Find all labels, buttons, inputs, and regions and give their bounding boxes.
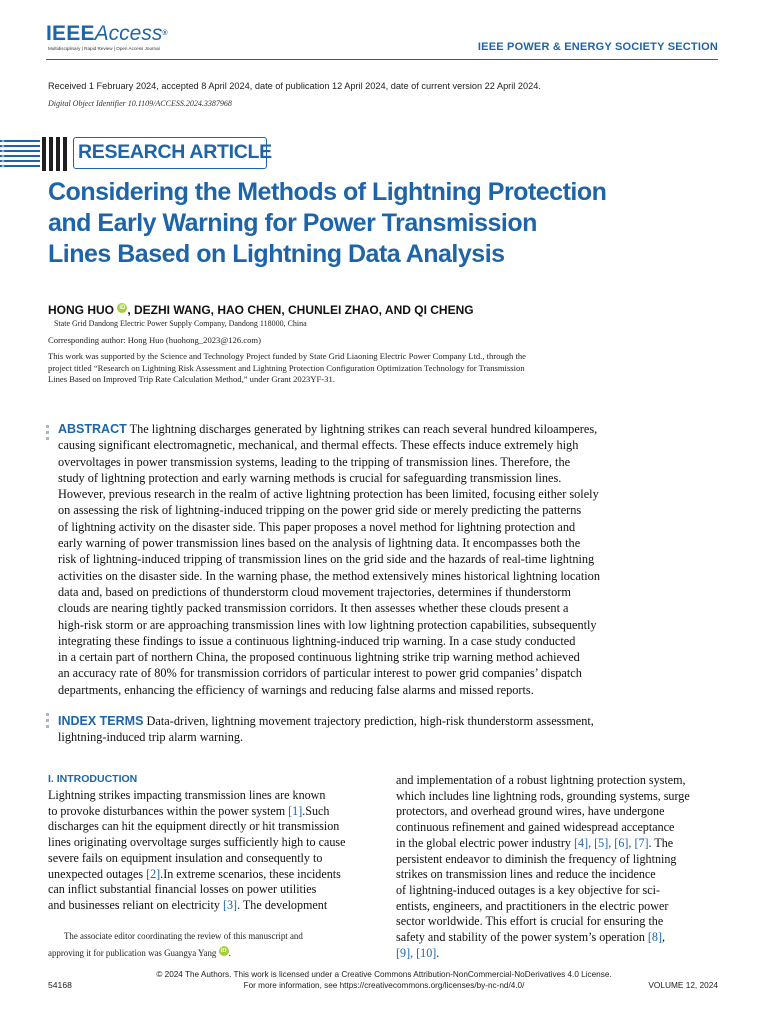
abstract	[58, 421, 728, 698]
index-terms-label: INDEX TERMS	[58, 714, 144, 728]
abstract-line: early warning of power transmission lines based on the analysis of lightning data. It encompasses both the	[58, 536, 581, 551]
affiliation: State Grid Dandong Electric Power Supply Company, Dandong 118000, China	[54, 319, 307, 328]
body-line: in the global electric power industry [4], [5], [6], [7]. The	[396, 835, 674, 850]
license-link[interactable]: For more information, see https://creativecommons.org/licenses/by-nc-nd/4.0/	[243, 980, 525, 990]
body-line: protectors, and overhead ground wires, have undergone	[396, 804, 665, 819]
body-line: and businesses reliant on electricity [3]. The development	[48, 897, 328, 912]
body-line: can inflict substantial financial losses on power utilities	[48, 882, 317, 897]
citation-link[interactable]: [1]	[288, 803, 303, 818]
citation-link[interactable]: [4], [5], [6], [7]	[574, 835, 649, 850]
section-title: IEEE POWER & ENERGY SOCIETY SECTION	[477, 41, 718, 53]
license-line: © 2024 The Authors. This work is licensed under a Creative Commons Attribution-NonCommercial-NoDerivatives 4.0 License.	[156, 970, 612, 979]
body-line: discharges can hit the equipment directly or hit transmission	[48, 819, 340, 834]
body-line: safety and stability of the power system’s operation [8],	[396, 930, 666, 945]
left-column	[48, 788, 370, 914]
logo-tagline: Multidisciplinary | Rapid Review | Open Access Journal	[48, 46, 160, 51]
header-divider	[46, 59, 718, 60]
citation-link[interactable]: [3]	[222, 897, 238, 912]
orcid-icon[interactable]: iD	[119, 305, 126, 311]
funding-line: project titled “Research on Lightning Risk Assessment and Lightning Protection Configuration Optimization Technology for Transmission	[48, 362, 525, 373]
footnote-line: approving it for publication was Guangya Yang iD .	[48, 947, 231, 958]
abstract-line: study of lightning protection and early warning methods is crucial for safeguarding transmission lines.	[58, 470, 562, 485]
abstract-line: risk of lightning-induced tripping of transmission lines on the grid side and the hazards of real-time lightning	[58, 552, 595, 567]
index-terms	[58, 713, 728, 746]
orcid-icon[interactable]: iD	[220, 947, 227, 954]
body-line: Lightning strikes impacting transmission lines are known	[48, 788, 326, 802]
other-authors: , DEZHI WANG, HAO CHEN, CHUNLEI ZHAO, AND QI CHENG	[127, 303, 474, 317]
received-dates: Received 1 February 2024, accepted 8 April 2024, date of publication 12 April 2024, date of current version 22 April 2024.	[48, 81, 541, 91]
citation-link[interactable]: [9], [10]	[396, 945, 437, 960]
editor-footnote	[48, 928, 370, 961]
abstract-line: of lightning activity on the disaster side. This paper proposes a novel method for lightning protection and	[58, 519, 576, 534]
title-line: and Early Warning for Power Transmission	[48, 209, 537, 237]
funding-line: Lines Based on Improved Trip Rate Calculation Method,” under Grant 2023YF-31.	[48, 374, 335, 385]
abstract-line: high-risk storm or are approaching transmission lines with low lightning protection capabilities, subsequently	[58, 617, 597, 632]
funding-line: This work was supported by the Science and Technology Project funded by State Grid Liaoning Electric Power Company Ltd., through the	[48, 351, 526, 361]
funding-note	[48, 351, 720, 386]
abstract-line: integrating these findings to issue a continuous lightning-induced trip warning. In a case study conducted	[58, 633, 576, 648]
doi: Digital Object Identifier 10.1109/ACCESS.2024.3387968	[48, 99, 232, 108]
abstract-line: overvoltages in power transmission systems, leading to the tripping of transmission lines. Therefore, the	[58, 454, 571, 469]
volume-label: VOLUME 12, 2024	[648, 980, 718, 990]
banner-bar	[49, 137, 53, 171]
abstract-line: causing significant electromagnetic, mechanical, and thermal effects. These effects induce extremely high	[58, 438, 579, 453]
body-line: entists, engineers, and practitioners in the electric power	[396, 898, 669, 913]
logo-registered-mark: ®	[162, 30, 168, 37]
body-line: and implementation of a robust lightning protection system,	[396, 773, 686, 787]
body-line: severe fails on equipment insulation and consequently to	[48, 850, 323, 865]
body-line: of lightning-induced outages is a key objective for sci-	[396, 882, 660, 897]
logo-ieee: IEEE	[46, 22, 95, 45]
abstract-line: in a certain part of northern China, the proposed continuous lightning strike trip warning method achieved	[58, 650, 580, 665]
abstract-label: ABSTRACT	[58, 422, 127, 436]
abstract-line: on assessing the risk of lightning-induced tripping on the power grid side or merely predicting the patterns	[58, 503, 582, 518]
citation-link[interactable]: [2]	[146, 866, 161, 881]
footnote-line: The associate editor coordinating the review of this manuscript and	[64, 931, 303, 941]
index-terms-marker-icon	[46, 713, 49, 731]
title-line: Considering the Methods of Lightning Protection	[48, 178, 607, 206]
body-line: to provoke disturbances within the power system [1].Such	[48, 803, 330, 818]
author-list	[48, 303, 474, 317]
index-terms-line: Data-driven, lightning movement trajectory prediction, high-risk thunderstorm assessment,	[146, 714, 594, 728]
citation-link[interactable]: [8]	[647, 930, 663, 945]
title-line: Lines Based on Lightning Data Analysis	[48, 240, 505, 268]
abstract-line: data and, based on predictions of thunderstorm cloud movement trajectories, determines if thunderstorm	[58, 584, 571, 599]
page-number: 54168	[48, 980, 72, 990]
body-line: persistent endeavor to diminish the frequency of lightning	[396, 851, 677, 866]
abstract-line: The lightning discharges generated by lightning strikes can reach several hundred kiloamperes,	[129, 422, 598, 436]
abstract-line: an accuracy rate of 80% for transmission corridors of particular interest to power grid companies’ dispatch	[58, 666, 582, 681]
section-heading-introduction: I. INTRODUCTION	[48, 773, 138, 785]
body-line: lines originating overvoltage surges sufficiently high to cause	[48, 835, 346, 850]
body-line: sector worldwide. This effort is crucial for ensuring the	[396, 914, 664, 929]
abstract-line: activities on the disaster side. In the warning phase, the method extensively mines historical lightning location	[58, 568, 600, 583]
abstract-line: departments, enhancing the efficiency of warnings and reducing false alarms and missed reports.	[58, 682, 534, 697]
logo-access: Access	[94, 22, 163, 45]
body-line: strikes on transmission lines and reduce the incidence	[396, 867, 656, 882]
corresponding-author: Corresponding author: Hong Huo (huohong_2023@126.com)	[48, 335, 261, 345]
right-column	[396, 773, 718, 961]
body-line: continuous refinement and gained widespread acceptance	[396, 820, 675, 835]
body-line: unexpected outages [2].In extreme scenarios, these incidents	[48, 866, 341, 881]
body-line: which includes line lightning rods, grounding systems, surge	[396, 788, 690, 803]
journal-logo	[46, 23, 168, 45]
paper-title	[48, 177, 688, 270]
article-type: RESEARCH ARTICLE	[78, 141, 272, 163]
body-line: [9], [10].	[396, 945, 440, 960]
banner-bar	[63, 137, 67, 171]
banner-bar	[42, 137, 46, 171]
banner-bar	[56, 137, 60, 171]
abstract-line: clouds are nearing tightly packed transmission corridors. It then assesses whether these clouds present a	[58, 601, 569, 616]
index-terms-line: lightning-induced trip alarm warning.	[58, 730, 244, 745]
abstract-marker-icon	[46, 425, 49, 443]
abstract-line: However, previous research in the realm of active lightning protection has been limited, focusing either solely	[58, 487, 599, 502]
first-author: HONG HUO	[48, 303, 114, 317]
